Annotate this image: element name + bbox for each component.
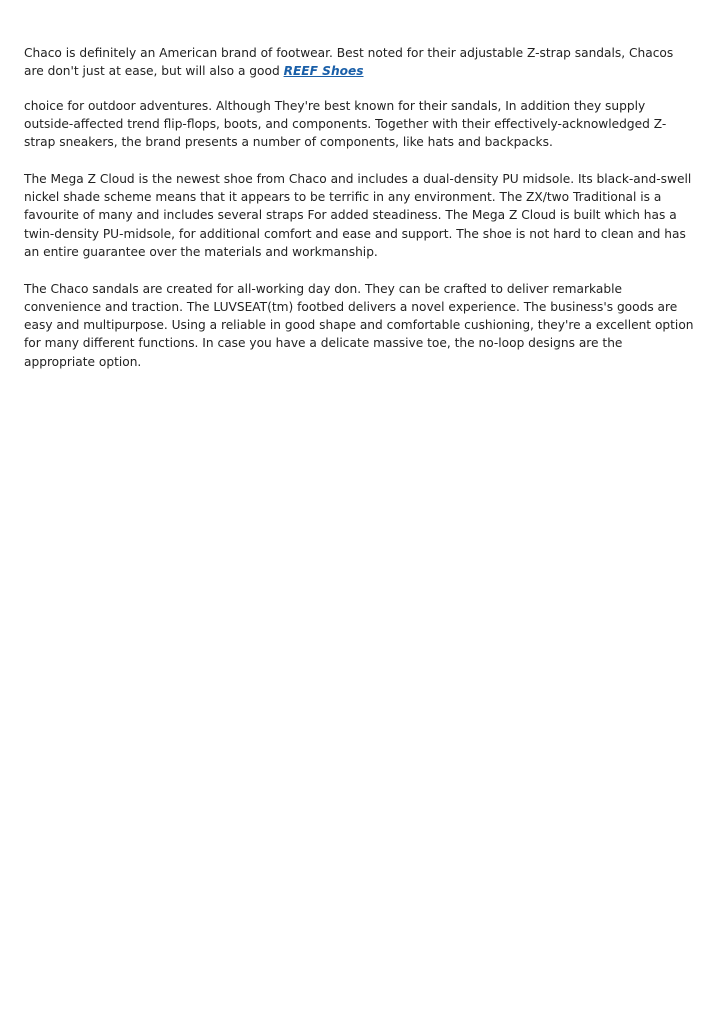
reef-shoes-link[interactable]: REEF Shoes (283, 64, 364, 79)
paragraph-mega-z-cloud: The Mega Z Cloud is the newest shoe from Chaco and includes a dual-density PU midsole. Its black-and-swell nickel shade scheme means that it appears to be terrific in any environment. The ZX/two Traditional is a favourite of many and includes several straps For added steadiness. The Mega Z Cloud is built which has a twin-density PU-midsole, for additional comfort and ease and support. The shoe is not hard to clean and has an entire guarantee over the materials and workmanship. (24, 171, 692, 259)
paragraph-intro-text: Chaco is definitely an American brand of footwear. Best noted for their adjustable Z-strap sandals, Chacos are don't just at ease, but will also a good (24, 46, 674, 79)
paragraph-chaco-sandals: The Chaco sandals are created for all-working day don. They can be crafted to deliver remarkable convenience and traction. The LUVSEAT(tm) footbed delivers a novel experience. The business's goods are easy and multipurpose. Using a reliable in good shape and comfortable cushioning, they're a excellent option for many different functions. In case you have a delicate massive toe, the no-loop designs are the appropriate option. (24, 281, 694, 369)
paragraph-intro (24, 44, 696, 81)
paragraph-outdoor: choice for outdoor adventures. Although They're best known for their sandals, In addition they supply outside-affected trend flip-flops, boots, and components. Together with their effectively-acknowledged Z-strap sneakers, the brand presents a number of components, like hats and backpacks. (24, 98, 667, 150)
document-body (24, 44, 696, 389)
